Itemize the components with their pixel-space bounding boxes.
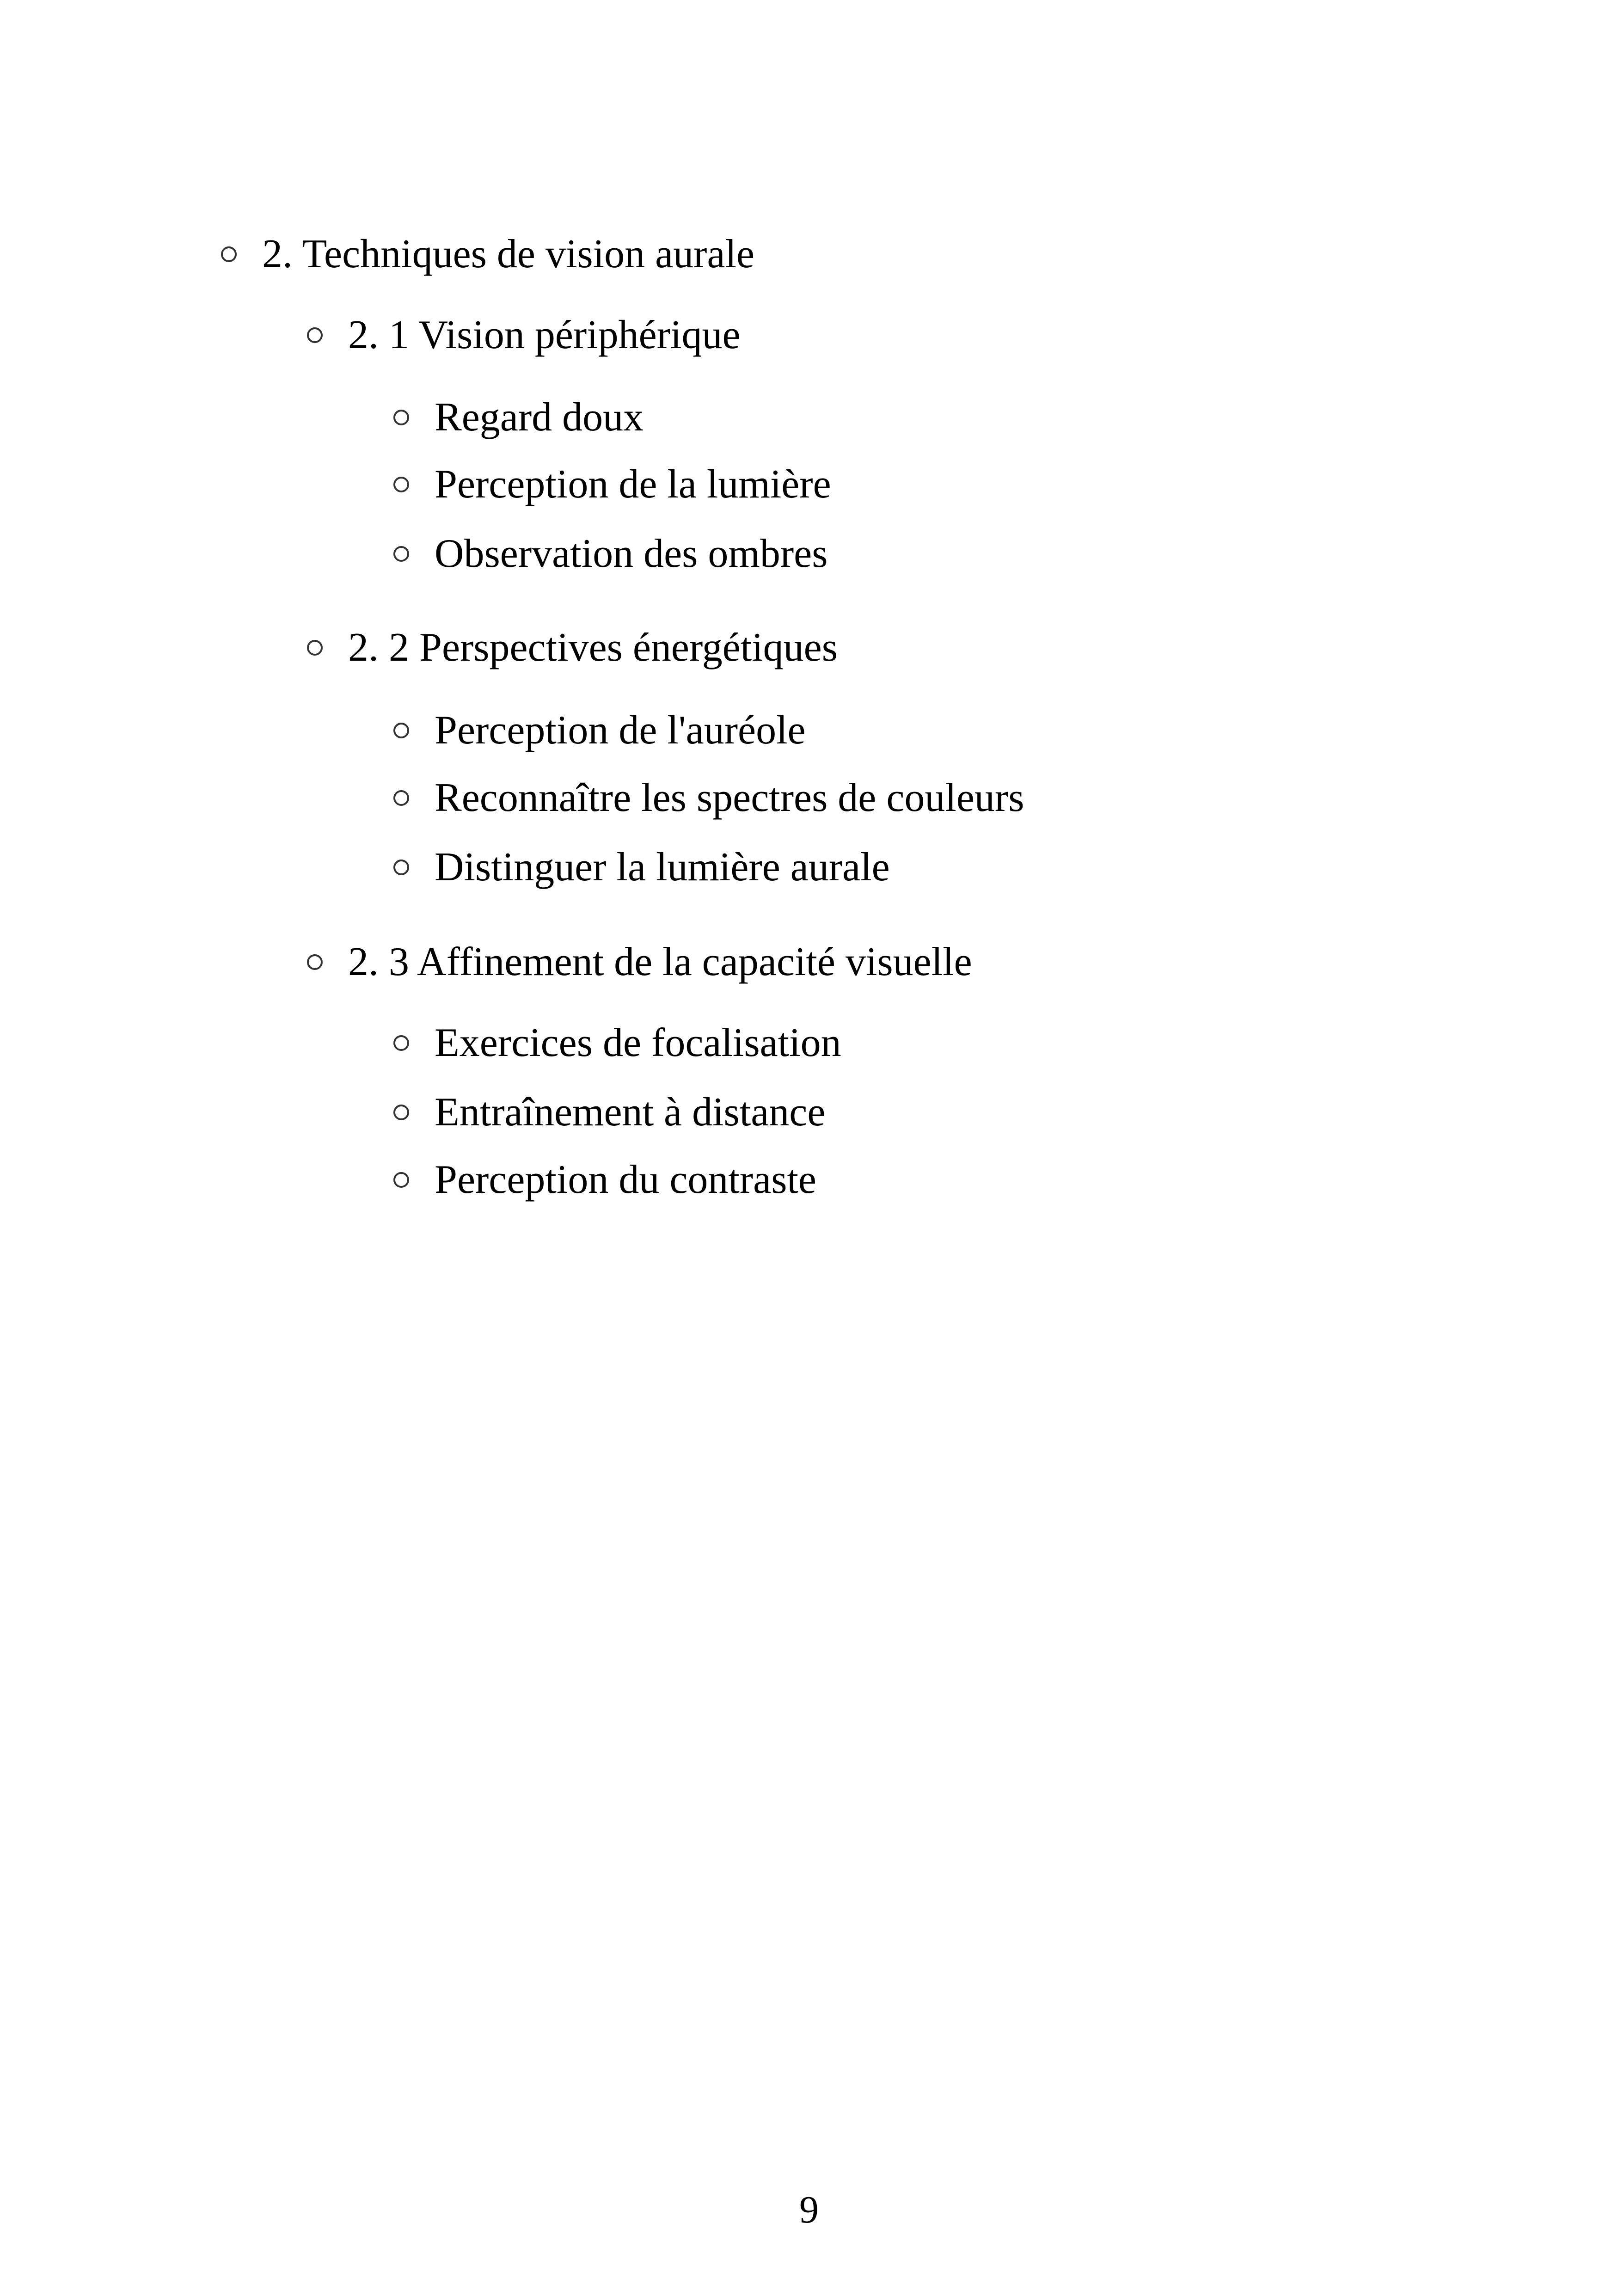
outline-item-subsection-1 [307, 312, 741, 358]
list-item [393, 394, 644, 441]
circle-bullet-icon [307, 954, 323, 970]
circle-bullet-icon [393, 790, 409, 806]
outline-item-subsection-2 [307, 625, 838, 671]
subsection-title: 2. 2 Perspectives énergétiques [348, 625, 838, 670]
circle-bullet-icon [307, 327, 323, 343]
list-item-label: Entraînement à distance [435, 1090, 826, 1135]
list-item [393, 844, 890, 890]
section-title: 2. Techniques de vision aurale [262, 232, 755, 276]
list-item-label: Regard doux [435, 395, 644, 440]
list-item-label: Perception de la lumière [435, 462, 831, 507]
circle-bullet-icon [393, 1035, 409, 1051]
circle-bullet-icon [393, 859, 409, 875]
circle-bullet-icon [393, 410, 409, 425]
list-item [393, 707, 806, 754]
circle-bullet-icon [393, 546, 409, 562]
list-item [393, 1157, 816, 1203]
list-item [393, 531, 827, 577]
circle-bullet-icon [393, 1172, 409, 1188]
list-item [393, 775, 1024, 821]
circle-bullet-icon [221, 246, 237, 262]
list-item [393, 1020, 841, 1066]
list-item [393, 1089, 825, 1136]
outline-item-subsection-3 [307, 939, 972, 985]
list-item-label: Exercices de focalisation [435, 1020, 841, 1065]
list-item [393, 461, 831, 508]
list-item-label: Reconnaître les spectres de couleurs [435, 775, 1024, 820]
list-item-label: Observation des ombres [435, 531, 828, 576]
circle-bullet-icon [393, 477, 409, 492]
subsection-title: 2. 3 Affinement de la capacité visuelle [348, 939, 972, 984]
outline-item-section [221, 231, 754, 277]
list-item-label: Perception du contraste [435, 1157, 816, 1202]
page-number: 9 [799, 2188, 819, 2231]
circle-bullet-icon [307, 640, 323, 656]
list-item-label: Distinguer la lumière aurale [435, 845, 890, 890]
circle-bullet-icon [393, 723, 409, 738]
circle-bullet-icon [393, 1105, 409, 1120]
subsection-title: 2. 1 Vision périphérique [348, 313, 741, 357]
list-item-label: Perception de l'auréole [435, 708, 806, 753]
